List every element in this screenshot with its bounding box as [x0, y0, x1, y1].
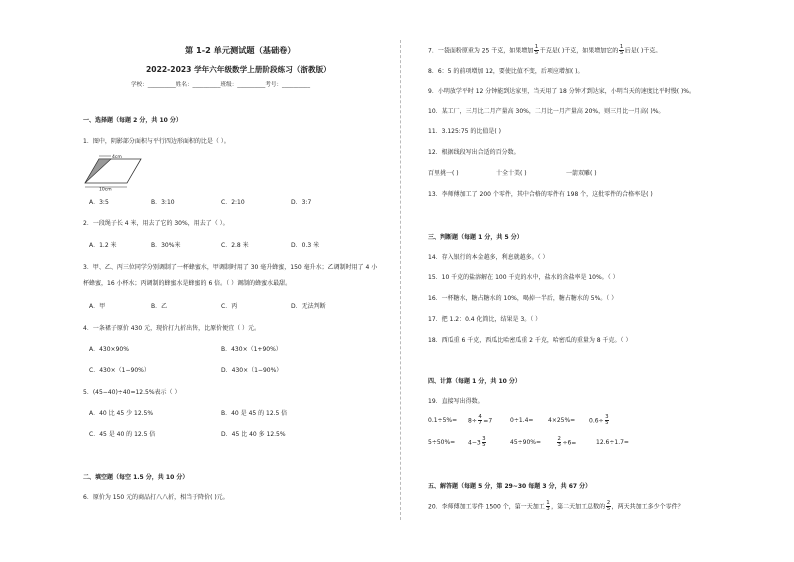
question-18: 18．西瓜重 6 千克，西瓜比哈密瓜重 2 千克，哈密瓜的重量为 8 千克。（ ） [428, 337, 632, 344]
question-9: 9．小明放学平时 12 分钟能到达家里，当天用了 18 分钟才到达家，小明当天的速度比平时慢( )%。 [428, 88, 696, 95]
question-2: 2．一段绳子长 4 米，用去了它的 30%，用去了（ ）。 [83, 220, 229, 227]
parallelogram-figure [83, 153, 143, 191]
question-4: 4．一条裙子原价 430 元，现价打九折出售，比原价便宜（ ）元。 [83, 325, 260, 332]
q1-option-a: A．3:5 [89, 199, 109, 206]
calc-item-8: 45÷90%= [510, 439, 542, 446]
question-7: 7．一袋面粉原重为 25 千克，如果增加 $\frac{1}{5}$ 千克是( )千克，如果增加它的 $\frac{1}{5}$ 后是( )千克。 [428, 44, 662, 57]
question-15: 15．10 千克的盐溶解在 100 千克的水中，盐水的含盐率是 10%。（ ） [428, 274, 619, 281]
page-subtitle: 2022-2023 学年六年级数学上册阶段练习（浙教版） [146, 65, 331, 74]
q12-item-3: 一箭双雕( ) [566, 170, 597, 177]
calc-item-6: 5÷50%= [428, 439, 456, 446]
q3-option-d: D．无法判断 [291, 303, 326, 310]
q2-option-b: B．30%米 [151, 242, 181, 249]
fraction-4-7: $\frac{4}{7}$ [478, 414, 482, 427]
fraction-2-5: $\frac{2}{5}$ [606, 500, 611, 513]
question-19: 19．直接写出得数。 [428, 398, 484, 405]
section-solve: 五、解答题（每题 5 分，第 29~30 每题 3 分，共 67 分） [428, 483, 592, 490]
section-fill-blank: 二、填空题（每空 1.5 分，共 10 分） [83, 474, 189, 481]
calc-item-9: $\frac{2}{3}$ ÷6= [557, 436, 577, 449]
fraction-1-5-a: $\frac{1}{5}$ [534, 44, 539, 57]
q1-option-c: C．2:10 [221, 199, 245, 206]
q3-option-c: C．丙 [221, 303, 238, 310]
q3-option-b: B．乙 [151, 303, 168, 310]
q2-option-d: D．0.3 米 [291, 242, 320, 249]
fraction-2-3: $\frac{2}{3}$ [557, 436, 561, 449]
question-3-line-2: 杯蜂蜜，16 小杯水；丙调制的蜂蜜水是蜂蜜的 6 倍。（ ）调制的蜂蜜水最甜。 [83, 280, 292, 287]
section-judge: 三、判断题（每题 1 分，共 5 分） [428, 234, 523, 241]
q4-option-c: C．430×（1−90%） [89, 367, 150, 374]
calc-item-3: 0÷1.4= [510, 417, 534, 424]
calc-item-10: 12.6÷1.7= [596, 439, 629, 446]
q5-option-c: C．45 是 40 的 12.5 倍 [89, 431, 156, 438]
top-dimension-label: 4cm [112, 155, 122, 160]
question-8: 8．6：5 的前项增加 12，要使比值不变，后项应增加( )。 [428, 68, 584, 75]
calc-item-4: 4×25%= [548, 417, 576, 424]
student-info-line: 学校：__________姓名：__________班级：__________考号：__________ [131, 82, 311, 88]
section-choice: 一、选择题（每题 2 分，共 10 分） [83, 117, 182, 124]
calc-item-2: 8÷ $\frac{4}{7}$ =7 [468, 414, 493, 427]
shaded-triangle [85, 159, 111, 183]
fraction-1-5-b: $\frac{1}{5}$ [619, 44, 624, 57]
question-12: 12．根据线段写出合适的百分数。 [428, 149, 520, 156]
question-3-line-1: 3．甲、乙、丙三位同学分别调制了一杯蜂蜜水，甲调制时用了 30 毫升蜂蜜，150 毫升水；乙调制时用了 4 小 [83, 264, 378, 271]
fraction-3-5-a: $\frac{3}{5}$ [605, 414, 609, 427]
q4-option-d: D．430×（1−90%） [221, 367, 283, 374]
q3-option-a: A．甲 [89, 303, 106, 310]
section-calc: 四、计算（每题 1 分，共 10 分） [428, 378, 521, 385]
question-14: 14．存入银行的本金越多，利息就越多。（ ） [428, 254, 549, 261]
calc-item-5: 0.6÷ $\frac{3}{5}$ [589, 414, 609, 427]
q4-option-b: B．430×（1+90%） [221, 346, 282, 353]
calc-item-7: 4−3 $\frac{3}{5}$ [468, 436, 486, 449]
fraction-3-5-b: $\frac{3}{5}$ [482, 436, 486, 449]
q12-item-1: 百里挑一( ) [428, 170, 459, 177]
bottom-dimension-label: 10cm [99, 187, 112, 191]
q5-option-d: D．45 比 40 多 12.5% [221, 431, 286, 438]
question-20: 20．李师傅加工零件 1500 个，第一天加工 $\frac{1}{3}$ ，第二天加工总数的 $\frac{2}{5}$ ，两天共加工多少个零件？ [428, 500, 684, 513]
q12-item-2: 十全十美( ) [496, 170, 527, 177]
calc-item-1: 0.1÷5%= [428, 417, 458, 424]
q1-option-b: B．3:10 [151, 199, 175, 206]
question-5: 5．(45−40)÷40=12.5%表示（ ） [83, 389, 181, 396]
column-divider [400, 40, 401, 520]
question-17: 17．把 1.2：0.4 化简比，结果是 3。（ ） [428, 316, 542, 323]
q5-option-a: A．40 比 45 少 12.5% [89, 410, 154, 417]
question-11: 11．3.125:75 的比值是( ) [428, 128, 501, 135]
page-title: 第 1-2 单元测试题（基础卷） [185, 45, 296, 55]
question-16: 16．一杯糖水，糖占糖水的 10%，喝掉一半后，糖占糖水的 5%。（ ） [428, 295, 618, 302]
question-1: 1．图中，阴影部分面积与平行四边形面积的比是（ ）。 [83, 138, 230, 145]
question-6: 6．原价为 150 元的商品打八八折，相当于降价( )元。 [83, 494, 229, 501]
q2-option-c: C．2.8 米 [221, 242, 249, 249]
fraction-1-3: $\frac{1}{3}$ [546, 500, 550, 513]
question-13: 13．李师傅加工了 200 个零件，其中合格的零件有 198 个，这批零件的合格率是( ) [428, 191, 653, 198]
q1-option-d: D．3:7 [291, 199, 312, 206]
q4-option-a: A．430×90% [89, 346, 129, 353]
question-10: 10．某工厂，三月比二月产量高 30%，二月比一月产量高 20%，则三月比一月高( )%。 [428, 108, 665, 115]
q5-option-b: B．40 是 45 的 12.5 倍 [221, 410, 288, 417]
q2-option-a: A．1.2 米 [89, 242, 117, 249]
